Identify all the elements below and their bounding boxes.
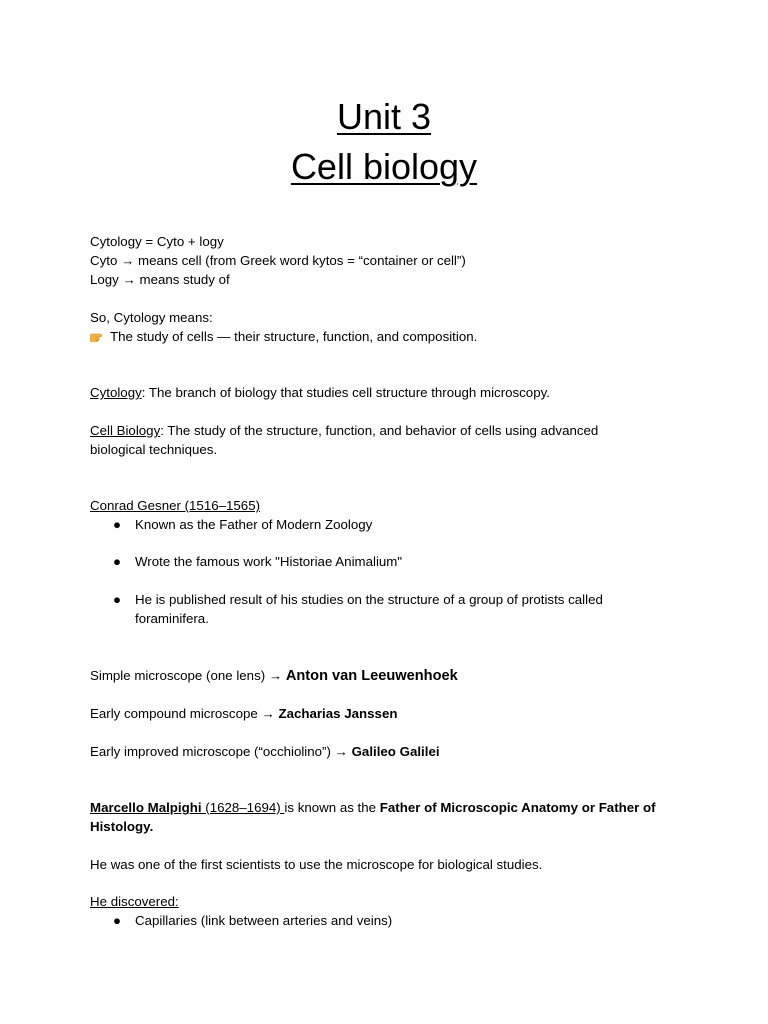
cytology-text: : The branch of biology that studies cell structure through microscopy. <box>141 385 550 400</box>
bullet-glyph: ● <box>113 554 122 569</box>
meaning-statement: The study of cells — their structure, function, and composition. <box>110 329 478 344</box>
meaning-statement-line <box>90 327 477 346</box>
bullet-glyph: ● <box>113 913 122 928</box>
list-item: Wrote the famous work "Historiae Animalium" <box>135 554 403 569</box>
malpighi-paragraph <box>90 798 690 836</box>
improved-microscope-line <box>90 742 440 761</box>
malpighi-first-use: He was one of the first scientists to use the microscope for biological studies. <box>90 857 543 872</box>
list-item: Capillaries (link between arteries and veins) <box>135 913 393 928</box>
malpighi-title: Father of Microscopic Anatomy or Father of Histology. <box>90 800 656 834</box>
meaning-intro: So, Cytology means: <box>90 310 213 325</box>
malpighi-years: (1628–1694) <box>201 800 285 815</box>
cytology-definition <box>90 383 550 402</box>
improved-microscope-label: Early improved microscope (“occhiolino”) → <box>90 744 352 759</box>
improved-microscope-inventor: Galileo Galilei <box>351 744 440 759</box>
etymology-line-1: Cytology = Cyto + logy <box>90 234 224 249</box>
cell-biology-definition <box>90 421 630 459</box>
compound-microscope-line <box>90 704 397 723</box>
bullet-glyph: ● <box>113 592 122 607</box>
list-item: Known as the Father of Modern Zoology <box>135 517 373 532</box>
list-item: He is published result of his studies on the structure of a group of protists called foraminifera. <box>135 592 603 626</box>
malpighi-known-as: is known as the <box>284 800 380 815</box>
cytology-term: Cytology <box>90 385 142 400</box>
pointing-hand-icon <box>90 328 106 341</box>
discoveries-heading: He discovered: <box>90 894 179 909</box>
simple-microscope-inventor: Anton van Leeuwenhoek <box>285 668 458 684</box>
simple-microscope-line <box>90 666 458 686</box>
compound-microscope-label: Early compound microscope → <box>90 706 279 721</box>
unit-title: Unit 3 <box>336 96 432 137</box>
bullet-glyph: ● <box>113 517 122 532</box>
simple-microscope-label: Simple microscope (one lens) → <box>90 668 286 683</box>
etymology-line-2: Cyto → means cell (from Greek word kytos = “container or cell”) <box>90 253 466 268</box>
cell-biology-text: : The study of the structure, function, and behavior of cells using advanced biological techniques. <box>90 423 599 457</box>
malpighi-name: Marcello Malpighi <box>90 800 202 815</box>
etymology-line-3: Logy → means study of <box>90 272 230 287</box>
topic-title: Cell biology <box>290 146 478 187</box>
cell-biology-term: Cell Biology <box>90 423 161 438</box>
gesner-heading: Conrad Gesner (1516–1565) <box>90 498 261 513</box>
compound-microscope-inventor: Zacharias Janssen <box>278 706 398 721</box>
